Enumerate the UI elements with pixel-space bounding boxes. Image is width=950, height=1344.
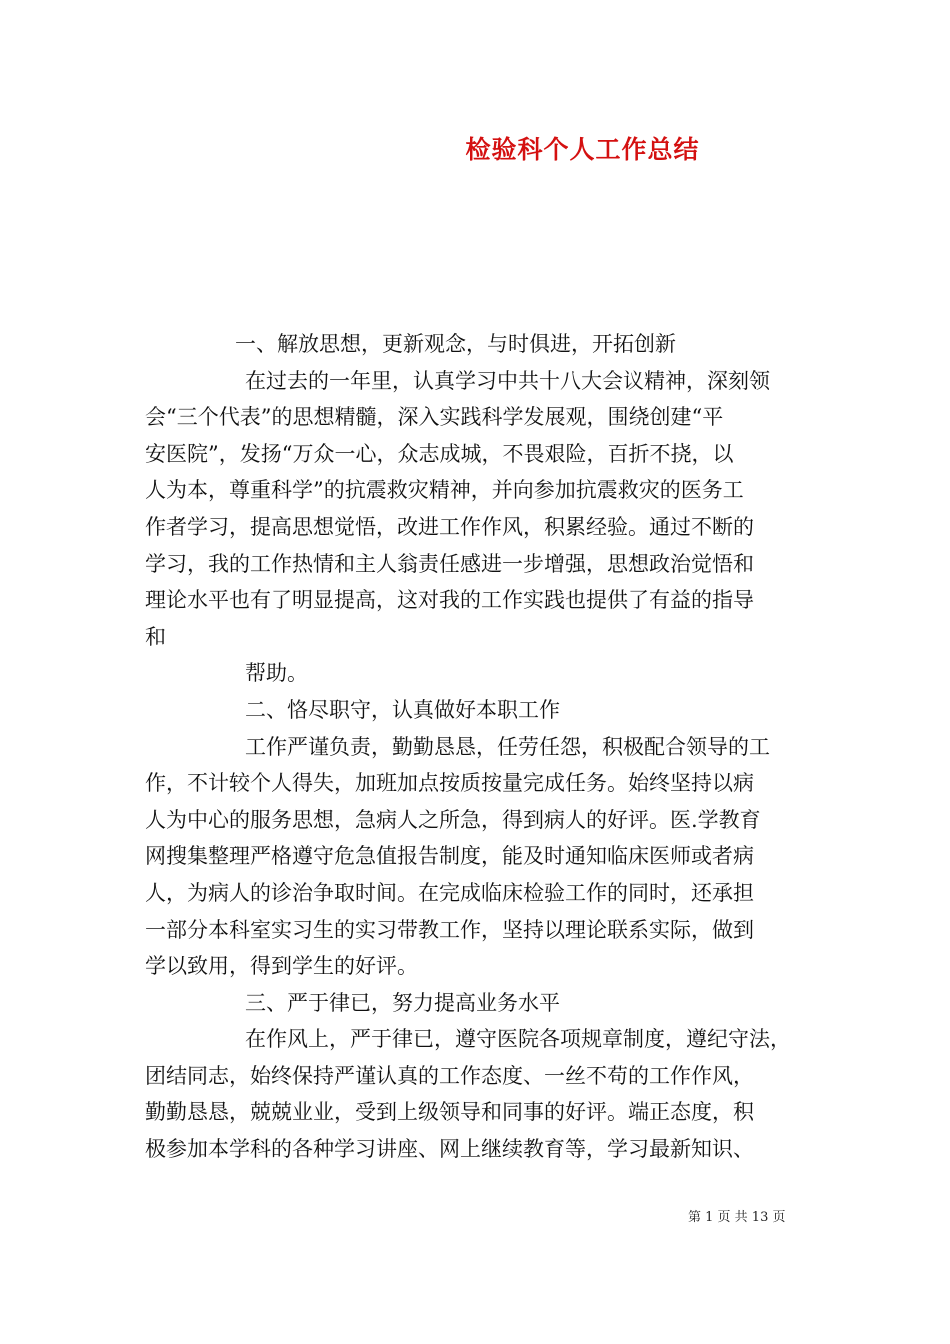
text-line: 工作严谨负责，勤勤恳恳，任劳任怨，积极配合领导的工 (245, 734, 770, 759)
text-line: 勤勤恳恳，兢兢业业，受到上级领导和同事的好评。端正态度，积 (145, 1100, 754, 1125)
section-heading-2: 二、恪尽职守，认真做好本职工作 (245, 697, 560, 722)
text-line: 团结同志，始终保持严谨认真的工作态度、一丝不苟的工作作风， (145, 1063, 754, 1088)
document-body (145, 326, 820, 1168)
text-line: 人为中心的服务思想，急病人之所急，得到病人的好评。医.学教育 (145, 807, 761, 832)
text-line: 帮助。 (245, 661, 308, 686)
text-line: 和 (145, 624, 166, 649)
text-line: 理论水平也有了明显提高，这对我的工作实践也提供了有益的指导 (145, 588, 754, 613)
text-line: 会“三个代表”的思想精髓，深入实践科学发展观，围绕创建“平 (145, 405, 724, 430)
document-title: 检验科个人工作总结 (465, 135, 700, 164)
text-line: 极参加本学科的各种学习讲座、网上继续教育等，学习最新知识、 (145, 1137, 754, 1162)
text-line: 人，为病人的诊治争取时间。在完成临床检验工作的同时，还承担 (145, 880, 754, 905)
text-line: 人为本，尊重科学”的抗震救灾精神，并向参加抗震救灾的医务工 (145, 478, 744, 503)
text-line: 安医院”，发扬“万众一心，众志成城，不畏艰险，百折不挠，以 (145, 441, 734, 466)
text-line: 学习，我的工作热情和主人翁责任感进一步增强，思想政治觉悟和 (145, 551, 754, 576)
text-line: 在作风上，严于律已，遵守医院各项规章制度，遵纪守法， (245, 1027, 791, 1052)
section-heading-1: 一、解放思想，更新观念，与时俱进，开拓创新 (235, 332, 676, 356)
text-line: 作者学习，提高思想觉悟，改进工作作风，积累经验。通过不断的 (145, 514, 754, 539)
text-line: 作，不计较个人得失，加班加点按质按量完成任务。始终坚持以病 (145, 771, 754, 796)
text-line: 一部分本科室实习生的实习带教工作，坚持以理论联系实际，做到 (145, 917, 754, 942)
page-number-footer: 第 1 页 共 13 页 (688, 1210, 786, 1225)
text-line: 学以致用，得到学生的好评。 (145, 954, 418, 979)
section-heading-3: 三、严于律已，努力提高业务水平 (245, 990, 560, 1015)
text-line: 网搜集整理严格遵守危急值报告制度，能及时通知临床医师或者病 (145, 844, 754, 869)
text-line: 在过去的一年里，认真学习中共十八大会议精神，深刻领 (245, 368, 770, 393)
